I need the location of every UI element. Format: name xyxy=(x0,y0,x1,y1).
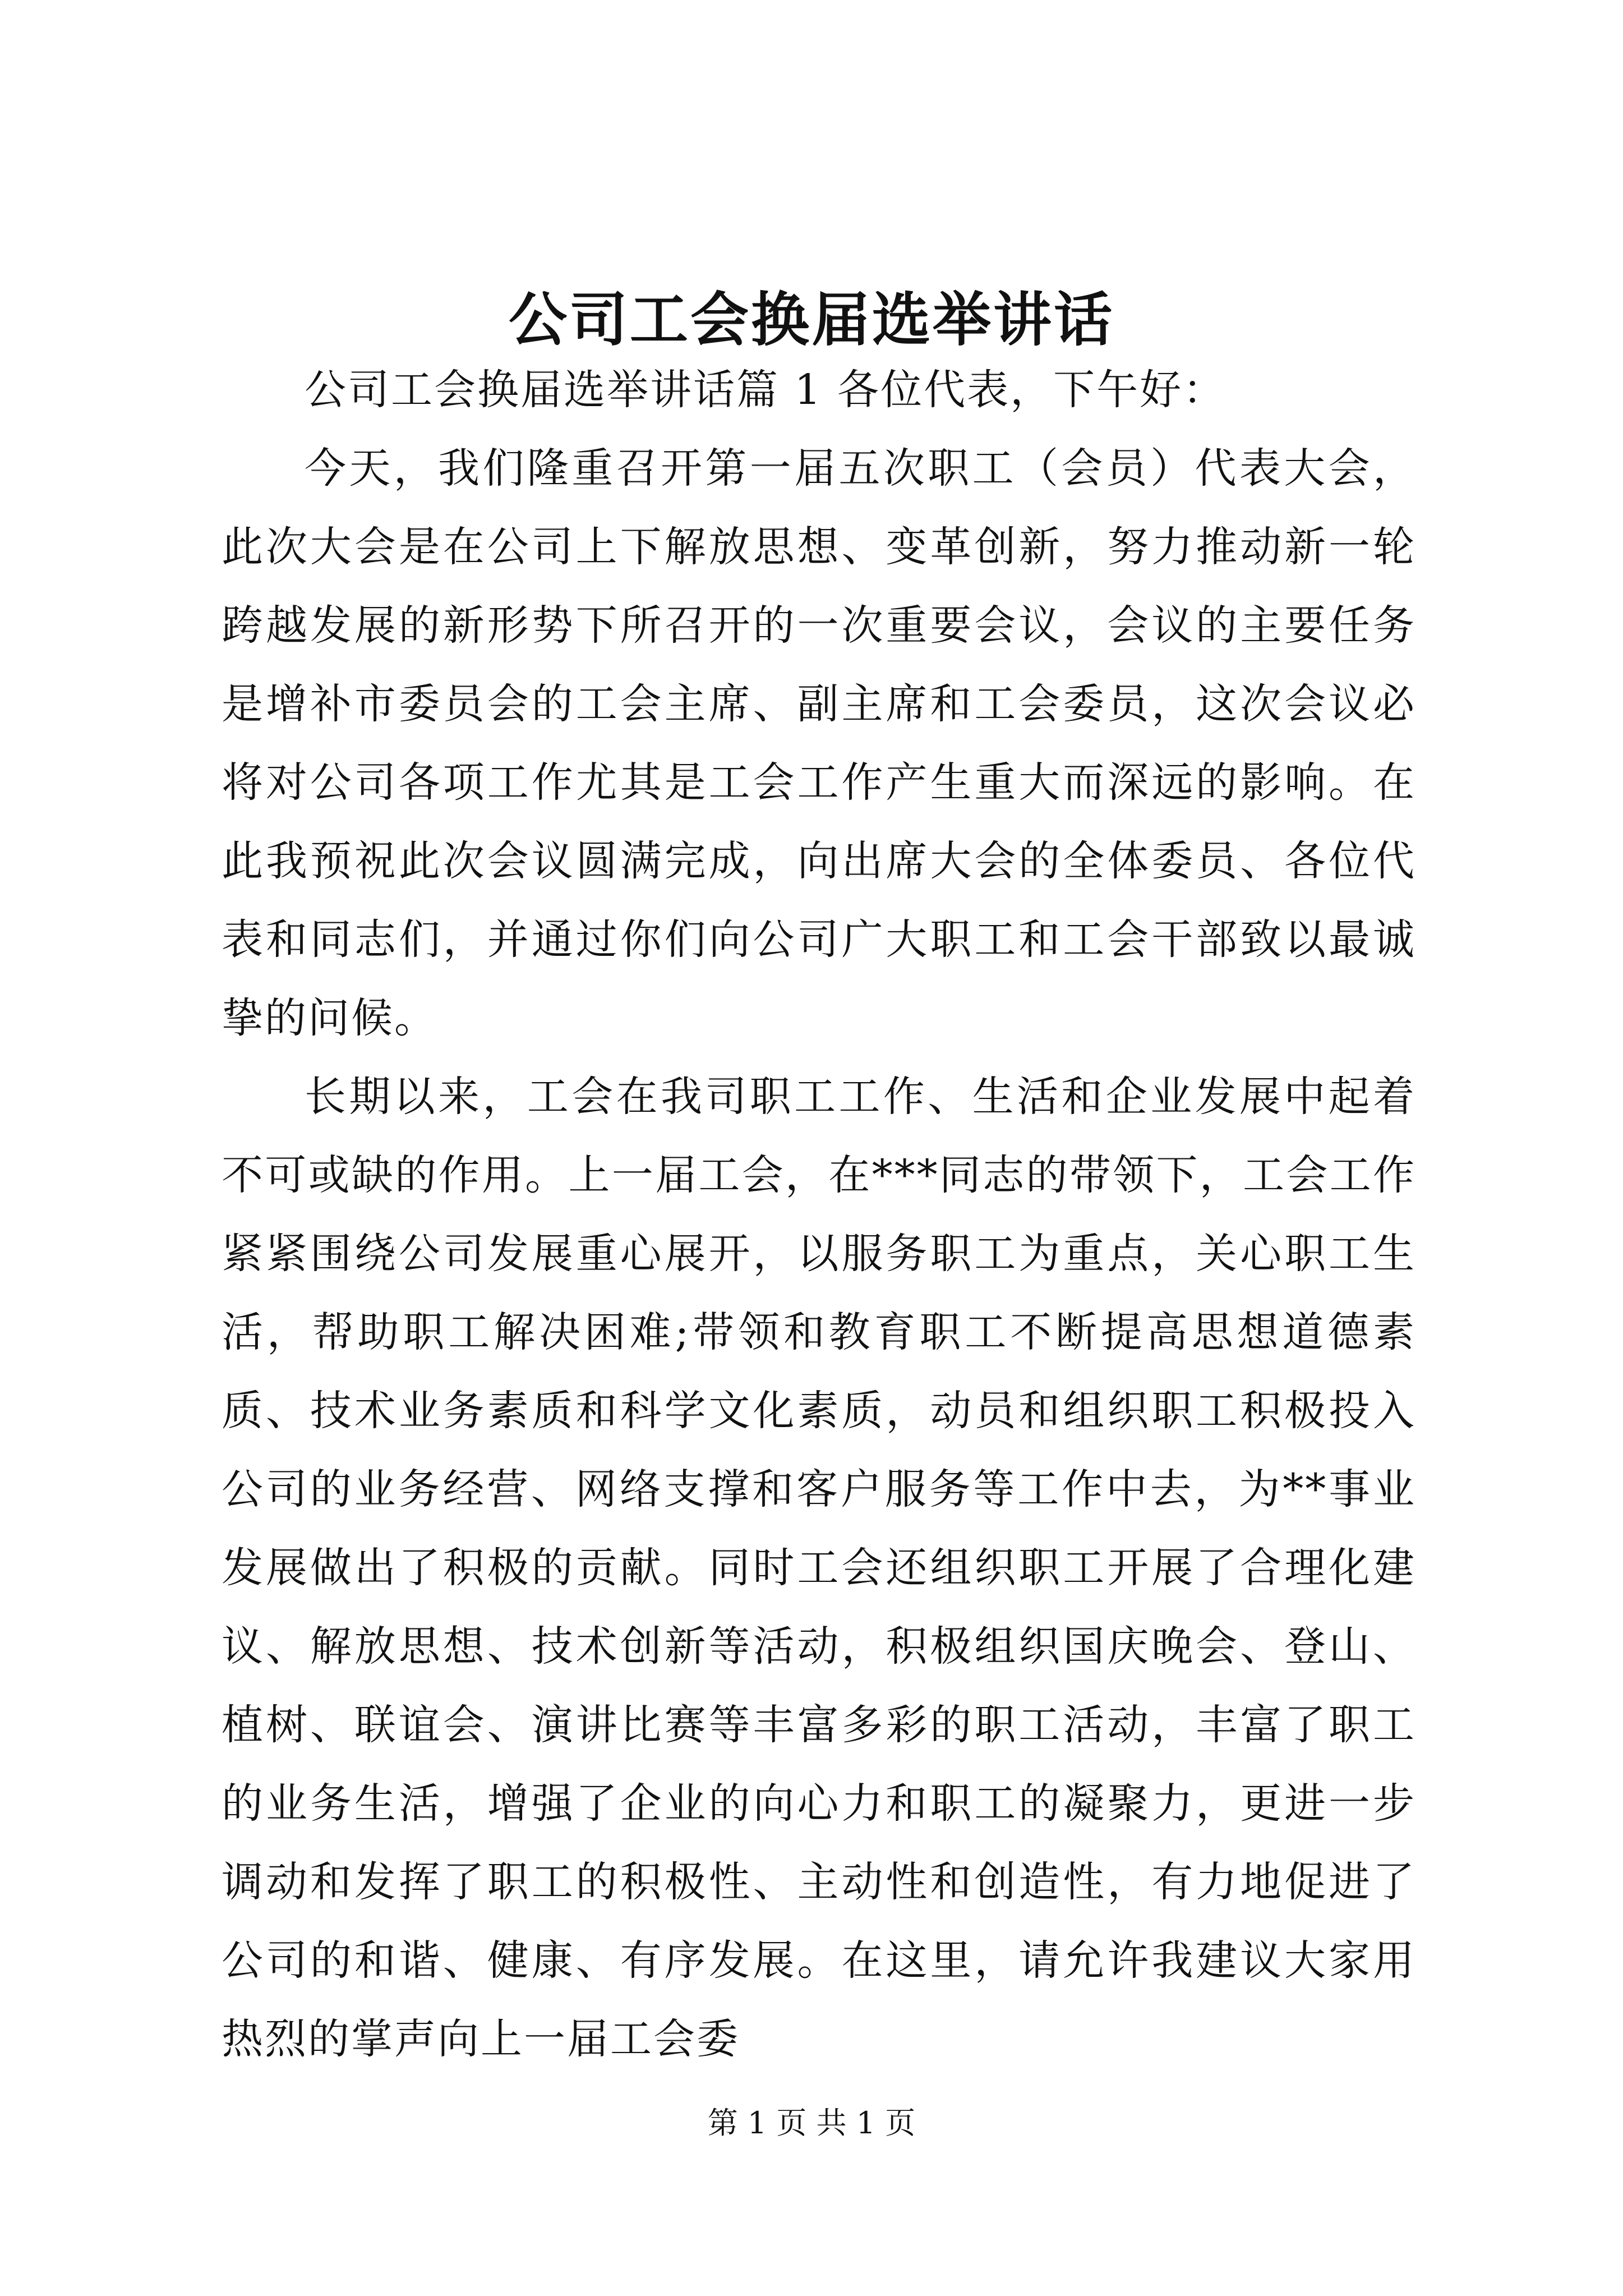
document-title: 公司工会换届选举讲话 xyxy=(508,285,1114,354)
paragraph-1: 公司工会换届选举讲话篇 1 各位代表，下午好： xyxy=(305,366,1227,414)
paragraph-3: 长期以来，工会在我司职工工作、生活和企业发展中起着不可或缺的作用。上一届工会，在***同志的带领下，工会工作紧紧围绕公司发展重心展开，以服务职工为重点，关心职工生活，帮助职工解决困难;带领和教育职工不断提高思想道德素质、技术业务素质和科学文化素质，动员和组织职工积极投入公司的业务经营、网络支撑和客户服务等工作中去，为**事业发展做出了积极的贡献。同时工会还组织职工开展了合理化建议、解放思想、技术创新等活动，积极组织国庆晚会、登山、植树、联谊会、演讲比赛等丰富多彩的职工活动，丰富了职工的业务生活，增强了企业的向心力和职工的凝聚力，更进一步调动和发挥了职工的积极性、主动性和创造性，有力地促进了公司的和谐、健康、有序发展。在这里，请允许我建议大家用热烈的掌声向上一届工会委 xyxy=(222,1073,1416,2063)
document-body xyxy=(222,351,1416,2078)
paragraph-2: 今天，我们隆重召开第一届五次职工（会员）代表大会，此次大会是在公司上下解放思想、变革创新，努力推动新一轮跨越发展的新形势下所召开的一次重要会议，会议的主要任务是增补市委员会的工会主席、副主席和工会委员，这次会议必将对公司各项工作尤其是工会工作产生重大而深远的影响。在此我预祝此次会议圆满完成，向出席大会的全体委员、各位代表和同志们，并通过你们向公司广大职工和工会干部致以最诚挚的问候。 xyxy=(222,444,1416,1042)
page-footer: 第 1 页 共 1 页 xyxy=(707,2105,916,2141)
